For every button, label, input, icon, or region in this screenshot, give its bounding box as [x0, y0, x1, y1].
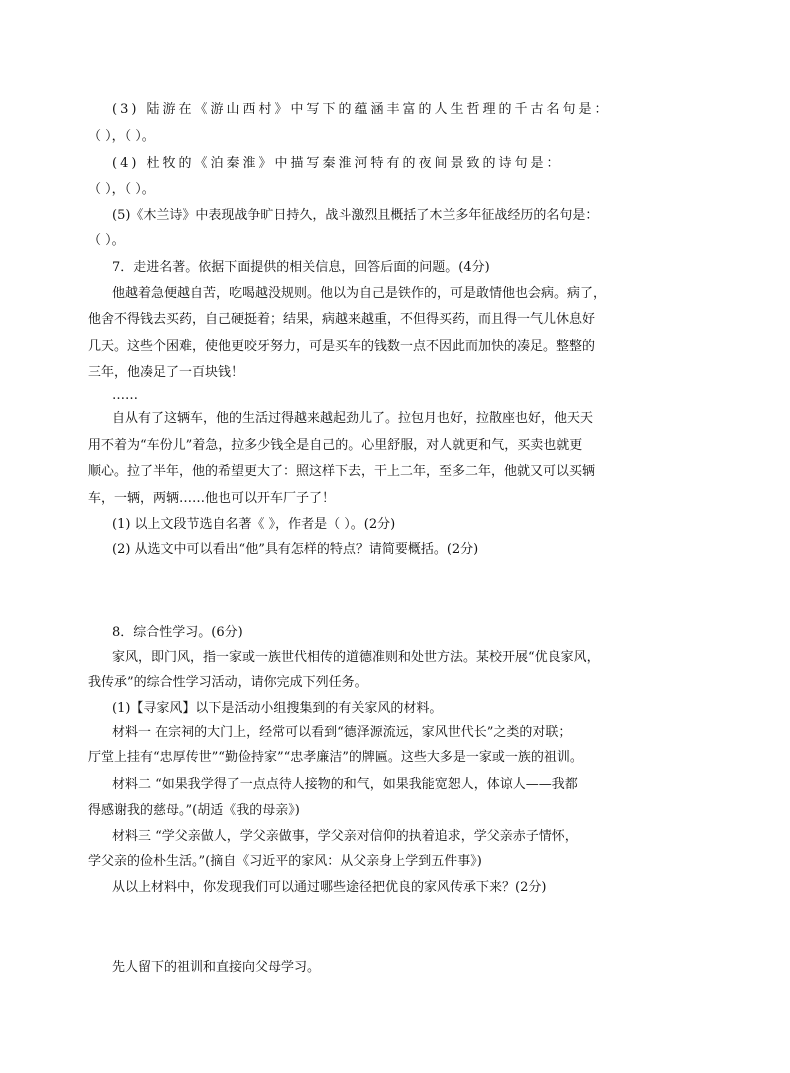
q8-question: 从以上材料中，你发现我们可以通过哪些途径把优良的家风传承下来？(2分) [112, 880, 547, 895]
q7-para1-line: 他舍不得钱去买药，自己硬挺着；结果，病越来越重，不但得买药，而且得一气儿休息好 [88, 312, 596, 327]
q7-para1-line: 三年，他凑足了一百块钱！ [88, 365, 245, 380]
q7-para1-line: 几天。这些个困难，使他更咬牙努力，可是买车的钱数一点不因此而加快的凑足。整整的 [88, 339, 596, 354]
q6-item5-line1: (5)《木兰诗》中表现战争旷日持久，战斗激烈且概括了木兰多年征战经历的名句是： [112, 208, 599, 223]
q7-sub1: (1) 以上文段节选自名著《 》，作者是（ ）。(2分) [112, 517, 396, 532]
q6-item4-blanks: （ ），（ ）。 [88, 182, 155, 197]
q6-item3-blanks: （ ），（ ）。 [88, 129, 155, 144]
q7-para2-line: 顺心。拉了半年，他的希望更大了：照这样下去，干上二年，至多二年，他就又可以买辆 [88, 464, 596, 479]
q8-material3-line: 学父亲的俭朴生活。”(摘自《习近平的家风：从父亲身上学到五件事》) [88, 854, 482, 869]
q7-ellipsis: …… [112, 388, 138, 403]
q8-sub1: (1)【寻家风】以下是活动小组搜集到的有关家风的材料。 [112, 701, 443, 716]
q8-material1-line: 材料一 在宗祠的大门上，经常可以看到“德泽源流远，家风世代长”之类的对联； [112, 725, 572, 740]
q7-para1-line: 他越着急便越自苦，吃喝越没规则。他以为自己是铁作的，可是敢情他也会病。病了， [112, 286, 607, 301]
q6-item3-line1: (3) 陆游在《游山西村》中写下的蕴涵丰富的人生哲理的千古名句是： [112, 102, 611, 117]
q8-intro-line: 我传承”的综合性学习活动，请你完成下列任务。 [88, 675, 368, 690]
q6-item5-blanks: （ ）。 [88, 233, 125, 248]
q8-answer: 先人留下的祖训和直接向父母学习。 [112, 960, 321, 975]
q7-sub2: (2) 从选文中可以看出“他”具有怎样的特点？请简要概括。(2分) [112, 542, 479, 557]
q7-title: 7．走进名著。依据下面提供的相关信息，回答后面的问题。(4分) [112, 260, 490, 275]
q8-material1-line: 厅堂上挂有“忠厚传世”“勤俭持家”“忠孝廉洁”的牌匾。这些大多是一家或一族的祖训。 [88, 750, 583, 765]
q7-para2-line: 车，一辆，两辆……他也可以开车厂子了！ [88, 491, 336, 506]
q6-item4-line1: (4) 杜牧的《泊秦淮》中描写秦淮河特有的夜间景致的诗句是： [112, 156, 563, 171]
q8-material3-line: 材料三 “学父亲做人，学父亲做事，学父亲对信仰的执着追求，学父亲赤子情怀， [112, 829, 578, 844]
q7-para2-line: 自从有了这辆车，他的生活过得越来越起劲儿了。拉包月也好，拉散座也好，他天天 [112, 411, 594, 426]
q8-material2-line: 材料二 “如果我学得了一点点待人接物的和气，如果我能宽恕人，体谅人——我都 [112, 777, 578, 792]
q8-title: 8．综合性学习。(6分) [112, 625, 243, 640]
q7-para2-line: 用不着为“车份儿”着急，拉多少钱全是自己的。心里舒服，对人就更和气，买卖也就更 [88, 438, 583, 453]
q8-intro-line: 家风，即门风，指一家或一族世代相传的道德准则和处世方法。某校开展“优良家风， [112, 650, 600, 665]
q8-material2-line: 得感谢我的慈母。”(胡适《我的母亲》) [88, 803, 300, 818]
